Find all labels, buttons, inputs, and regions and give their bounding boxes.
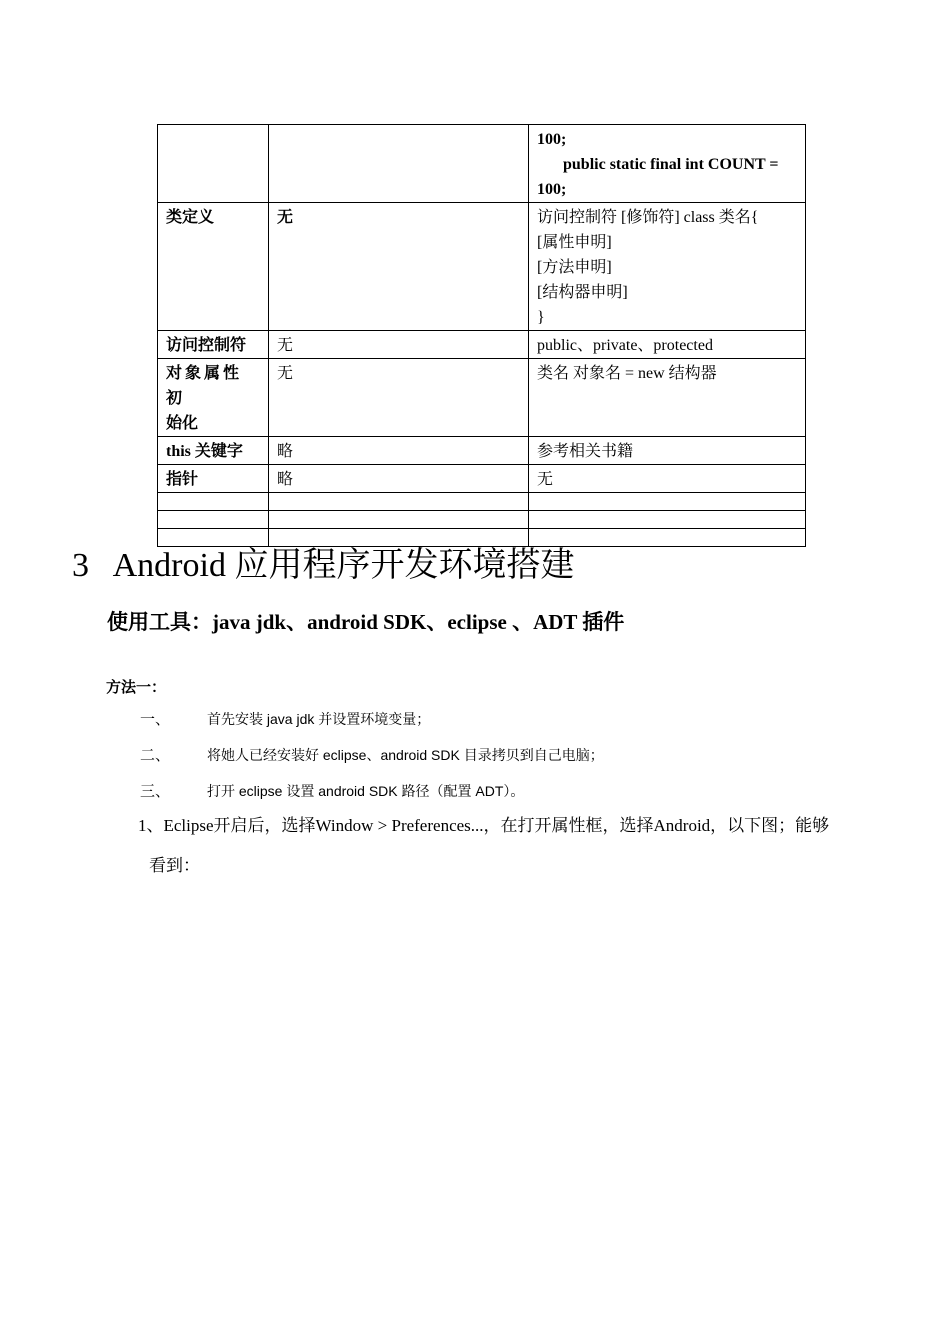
section-title: Android 应用程序开发环境搭建	[112, 547, 575, 584]
table-cell	[158, 511, 269, 529]
section-heading	[72, 537, 574, 586]
table-row	[158, 465, 806, 493]
table-cell: 无	[269, 203, 529, 331]
table-row	[158, 437, 806, 465]
code-line: }	[537, 309, 545, 326]
list-item	[140, 708, 430, 729]
table-cell	[158, 493, 269, 511]
list-marker: 二、	[140, 748, 171, 764]
table-row	[158, 493, 806, 511]
list-marker: 一、	[140, 712, 171, 728]
table-cell: 类名 对象名 = new 结构器	[529, 359, 806, 437]
code-line: [属性申明]	[537, 234, 612, 251]
table-row	[158, 203, 806, 331]
table-cell: public、private、protected	[529, 331, 806, 359]
body-paragraph	[138, 806, 883, 886]
table-cell	[269, 511, 529, 529]
table-cell: 略	[269, 465, 529, 493]
table-cell	[529, 203, 806, 331]
paragraph-line: 1、Eclipse开启后，选择Window > Preferences...，在打开属性框，选择Android，以下图；能够	[138, 816, 830, 835]
table-cell: 参考相关书籍	[529, 437, 806, 465]
code-line: 100;	[537, 131, 567, 148]
table-cell	[269, 493, 529, 511]
table-row	[158, 359, 806, 437]
table-cell: 略	[269, 437, 529, 465]
table-cell	[158, 125, 269, 203]
table-row	[158, 125, 806, 203]
row-header: 指针	[158, 465, 269, 493]
table-cell: 无	[529, 465, 806, 493]
code-line: [方法申明]	[537, 259, 612, 276]
list-item-text: 打开 eclipse 设置 android SDK 路径（配置 ADT）。	[207, 783, 525, 799]
row-header: 访问控制符	[158, 331, 269, 359]
section-number: 3	[72, 547, 89, 584]
list-item	[140, 780, 524, 801]
list-item-text: 首先安装 java jdk 并设置环境变量；	[207, 711, 431, 727]
row-header: 对象属性初 始化	[158, 359, 269, 437]
row-header: this 关键字	[158, 437, 269, 465]
table-cell	[529, 493, 806, 511]
table-cell	[269, 125, 529, 203]
code-line: public static final int COUNT =	[563, 156, 779, 173]
table-cell: 无	[269, 331, 529, 359]
table-row	[158, 331, 806, 359]
paragraph-line: 看到：	[149, 856, 200, 875]
method-label: 方法一：	[106, 679, 167, 696]
code-line: 100;	[537, 181, 567, 198]
code-line: [结构器申明]	[537, 284, 628, 301]
table-cell	[529, 511, 806, 529]
table-cell: 无	[269, 359, 529, 437]
row-header: 类定义	[158, 203, 269, 331]
table-row	[158, 511, 806, 529]
code-line: 访问控制符 [修饰符] class 类名{	[537, 209, 759, 226]
list-item	[140, 744, 604, 765]
table-cell	[529, 125, 806, 203]
list-item-text: 将她人已经安装好 eclipse、android SDK 目录拷贝到自己电脑；	[207, 747, 604, 763]
list-marker: 三、	[140, 784, 171, 800]
comparison-table	[157, 124, 806, 547]
tools-heading: 使用工具：java jdk、android SDK、eclipse 、ADT 插件	[107, 610, 625, 634]
